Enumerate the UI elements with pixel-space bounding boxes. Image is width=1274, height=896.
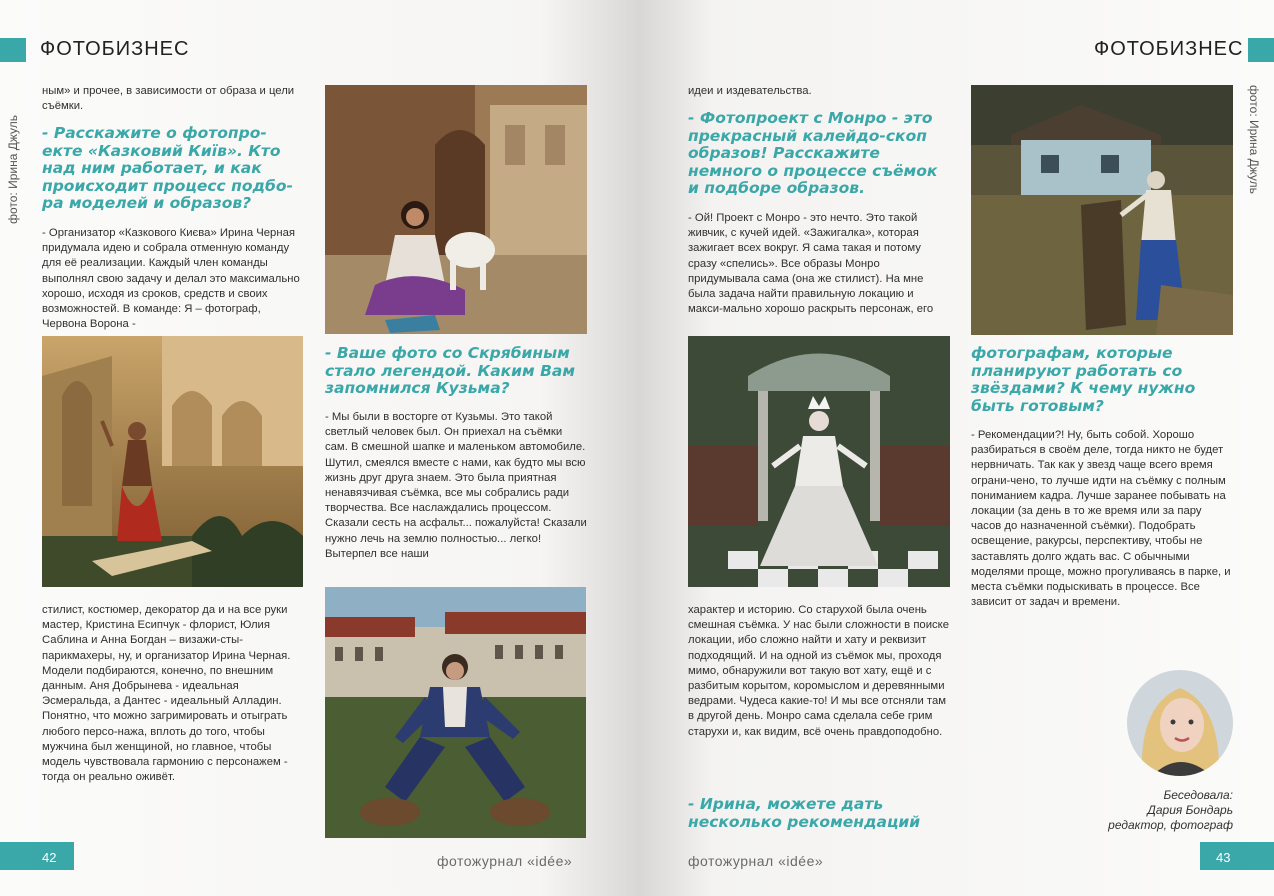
page-number-left: 42 [42, 850, 57, 865]
question-recommendations-continued: фотографам, которые планируют работать со звёздами? К чему нужно быть готовым? [971, 344, 1196, 415]
section-title-right: ФОТОБИЗНЕС [1094, 38, 1244, 60]
answer-monro-continued: характер и историю. Со старухой была очень смешная съёмка. У нас были сложности в поиске локации, ибо сложно найти и хату и реквизит подходящий. И на одной из съёмок мы, проходя мимо, обнаружили вот такую вот хату, ещё и с разбитым корытом, коромыслом и деревянными ведрами. Чудеса какие-то! И мы все отсняли там в другой день. Монро сама сделала себе грим старухи и, как видим, всё очень правдоподобно. [688, 604, 950, 738]
signature-role: редактор, фотограф [1108, 818, 1233, 832]
header-accent-block [0, 38, 26, 62]
photo-gulliver [325, 587, 586, 838]
answer-monro: - Ой! Проект с Монро - это нечто. Это такой живчик, с кучей идей. «Зажигалка», которая зажигает всех вокруг. Я сама такая и потому сразу «спелись». Все образы Монро придумывала сама (она же стилист). На мне была задача найти правильную локацию и макси-мально хорошо раскрыть персонаж, его [688, 212, 934, 316]
text-col1-top-right: идеи и издевательства. [688, 85, 812, 97]
page-number-block-left [0, 842, 74, 870]
section-title: ФОТОБИЗНЕС [40, 38, 190, 60]
header-accent-block-right [1248, 38, 1274, 62]
question-recommendations: - Ирина, можете дать несколько рекомендаций [688, 795, 921, 831]
right-page [637, 0, 1274, 896]
interviewer-signature [1057, 788, 1233, 833]
answer-kazkovyi-kyiv: - Организатор «Казкового Києва» Ирина Черная придумала идею и собрала отменную команду для её реализации. Каждый член команды выполнял свою задачу и делал это максимально хорошо, исходя из сроков, средств и своих возможностей. В команде: Я – фотограф, Червона Ворона - [42, 227, 300, 331]
footer-magazine-left: фотожурнал «idée» [437, 853, 573, 869]
footer-magazine-right: фотожурнал «idée» [688, 853, 824, 869]
photo-credit-right: фото: Ирина Джуль [1247, 85, 1261, 194]
signature-label: Беседовала: [1163, 788, 1233, 802]
answer-recommendations: - Рекомендации?! Ну, быть собой. Хорошо разбираться в своём деле, тогда никто не будет нервничать. Так как у звезд чаще всего время ограни-чено, то лучше идти на съёмку с полным пониманием кадра. Лучше заранее побывать на локации (за день в то же время или за пару часов до назначенной съёмки). Подобрать освещение, ракурсы, перспективу, чтобы не заставлять долго ждать вас. С обычными моделями проще, можно прогуливаясь в парке, и места съёмки подыскивать в процессе. Все зависит от задач и времени. [971, 429, 1231, 609]
answer-kazkovyi-kyiv-continued: стилист, костюмер, декоратор да и на все руки мастер, Кристина Есипчук - флорист, Юлия Саблина и Анна Богдан – визажи-сты-парикмахеры, ну, и организатор Ирина Черная. Модели подбираются, конечно, по внешним данным. Аня Добрынева - идеальная Эсмеральда, а Дантес - идеальный Алладин. Понятно, что можно загримировать и отыграть любого персо-нажа, вплоть до того, чтобы мужчина был женщиной, но главное, чтобы модель чувствовала гармонию с персонажем - тогда он реально оживёт. [42, 604, 291, 784]
answer-skryabin: - Мы были в восторге от Кузьмы. Это такой светлый человек был. Он приехал на съёмки сам. В смешной шапке и маленьком автомобиле. Шутил, смеялся вместе с нами, как будто мы всю жизнь друг друга знаем. Это была приятная ненавязчивая съёмка, все мы собрались ради творчества. Все наслаждались процессом. Сказали сесть на асфальт... пожалуйста! Сказали нужно лечь на землю полностью... легко! Вытерпел все наши [325, 411, 587, 560]
question-monro: - Фотопроект с Монро - это прекрасный калейдо-скоп образов! Расскажите немного о процессе съёмок и подборе образов. [688, 109, 938, 197]
page-number-right: 43 [1216, 850, 1231, 865]
photo-credit: фото: Ирина Джуль [6, 115, 20, 224]
photo-old-woman-hut [971, 85, 1233, 335]
photo-snow-queen [688, 336, 950, 587]
question-kazkovyi-kyiv: - Расскажите о фотопро-екте «Казковий Київ». Кто над ним работает, и как происходит процесс подбо-ра моделей и образов? [42, 124, 293, 212]
avatar-interviewer [1127, 670, 1233, 776]
page-number-block-right [1200, 842, 1274, 870]
photo-aladdin [42, 336, 303, 587]
signature-name: Дария Бондарь [1147, 803, 1233, 817]
question-skryabin: - Ваше фото со Скрябиным стало легендой. Каким Вам запомнился Кузьма? [325, 344, 576, 397]
photo-esmeralda [325, 85, 587, 334]
text-col1-top: ным» и прочее, в зависимости от образа и цели съёмки. [42, 85, 295, 113]
